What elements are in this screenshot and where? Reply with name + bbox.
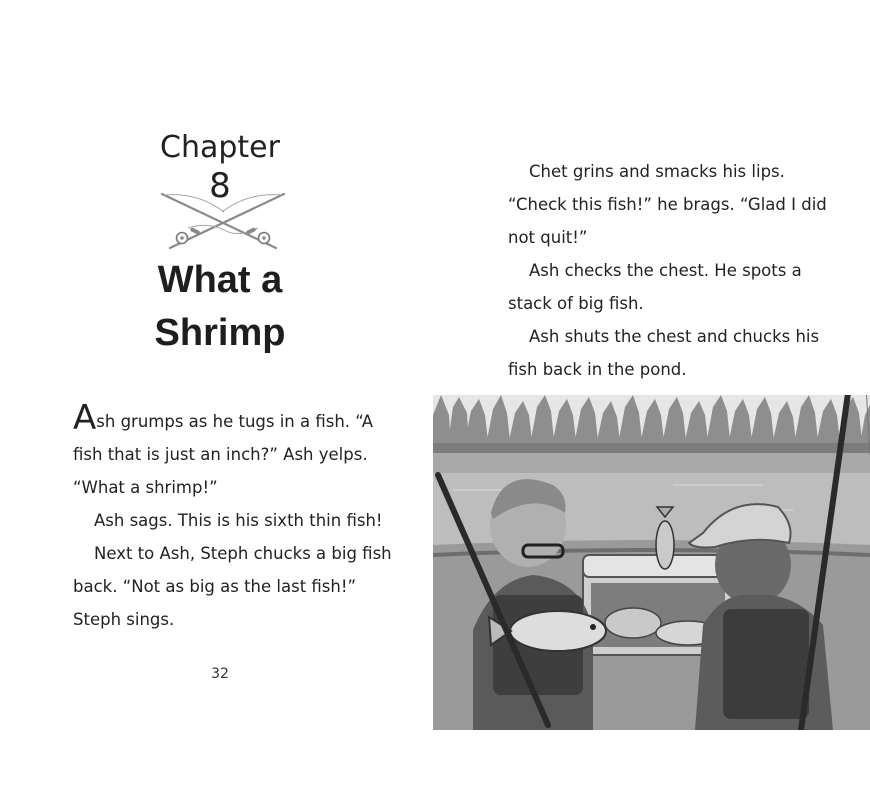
chapter-title [60,254,380,360]
paragraph: Ash checks the chest. He spots a stack of big fish. [508,261,802,313]
kids-fishing-illustration [433,395,870,730]
left-page-text [73,398,393,636]
page-number: 32 [211,666,229,682]
paragraph: Ash shuts the chest and chucks his fish back in the pond. [508,327,820,379]
paragraph: Ash sags. This is his sixth thin fish! [94,511,383,530]
crossed-fishing-rods-icon [158,186,288,252]
paragraph: Chet grins and smacks his lips. “Check this fish!” he brags. “Glad I did not quit!” [508,162,827,247]
chapter-title-line-2: Shrimp [154,312,286,354]
chapter-label: Chapter [160,130,280,165]
right-page-text [508,155,828,386]
chapter-number: 8 [209,166,231,206]
paragraph-text: sh grumps as he tugs in a fish. “A fish that is just an inch?” Ash yelps. “What a shrimp!” [73,412,374,497]
chapter-title-line-1: What a [157,259,283,301]
paragraph: Next to Ash, Steph chucks a big fish back. “Not as big as the last fish!” Steph sings. [73,544,392,629]
paragraph [73,398,393,504]
drop-cap: A [73,398,97,438]
